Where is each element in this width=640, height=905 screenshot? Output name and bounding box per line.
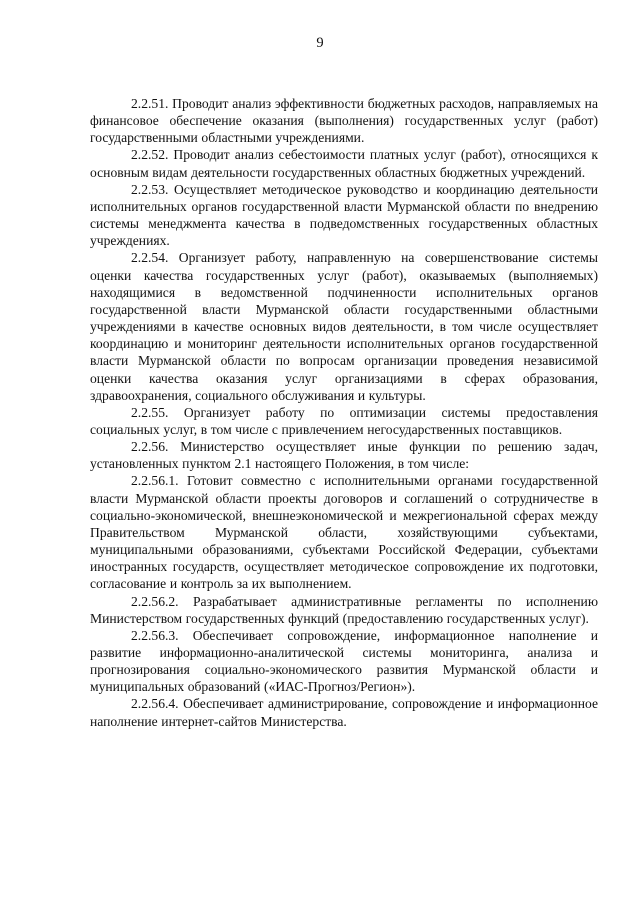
paragraph-2-2-56-1: 2.2.56.1. Готовит совместно с исполнительными органами государственной власти Мурманской области проекты договоров и соглашений о сотрудничестве в социально-экономической, внешнеэкономической и межрегиональной сферах между Правительством Мурманской области, хозяйствующими субъектами, муниципальными образованиями, субъектами Российской Федерации, субъектами иностранных государств, осуществляет методическое сопровождение их подготовки, согласование и контроль за их выполнением. [90,473,598,592]
paragraph-2-2-51: 2.2.51. Проводит анализ эффективности бюджетных расходов, направляемых на финансовое обеспечение оказания (выполнения) государственных услуг (работ) государственными областными учреждениями. [90,96,598,146]
paragraph-2-2-56-4: 2.2.56.4. Обеспечивает администрирование, сопровождение и информационное наполнение интернет-сайтов Министерства. [90,696,598,729]
page-number: 9 [316,35,324,51]
paragraph-2-2-52: 2.2.52. Проводит анализ себестоимости платных услуг (работ), относящихся к основным видам деятельности государственных областных бюджетных учреждений. [90,147,598,180]
document-body [90,95,598,730]
paragraph-2-2-56-2: 2.2.56.2. Разрабатывает административные регламенты по исполнению Министерством государственных функций (предоставлению государственных услуг). [90,593,598,626]
paragraph-2-2-56-3: 2.2.56.3. Обеспечивает сопровождение, информационное наполнение и развитие информационно-аналитической системы мониторинга, анализа и прогнозирования социально-экономического развития Мурманской области и муниципальных образований («ИАС-Прогноз/Регион»). [90,627,598,695]
paragraph-2-2-55: 2.2.55. Организует работу по оптимизации системы предоставления социальных услуг, в том числе с привлечением негосударственных поставщиков. [90,404,598,437]
paragraph-2-2-56: 2.2.56. Министерство осуществляет иные функции по решению задач, установленных пунктом 2.1 настоящего Положения, в том числе: [90,439,598,472]
paragraph-2-2-53: 2.2.53. Осуществляет методическое руководство и координацию деятельности исполнительных органов государственной власти Мурманской области по внедрению системы менеджмента качества в подведомственных государственных областных учреждениях. [90,181,598,249]
paragraph-2-2-54: 2.2.54. Организует работу, направленную на совершенствование системы оценки качества государственных услуг (работ), оказываемых (выполняемых) находящимися в ведомственной подчиненности исполнительных органов государственной власти Мурманской области государственными областными учреждениями в качестве основных видов деятельности, в том числе осуществляет координацию и мониторинг деятельности исполнительных органов государственной власти Мурманской области по вопросам организации проведения независимой оценки качества оказания услуг организациями в сферах образования, здравоохранения, социального обслуживания и культуры. [90,250,598,403]
